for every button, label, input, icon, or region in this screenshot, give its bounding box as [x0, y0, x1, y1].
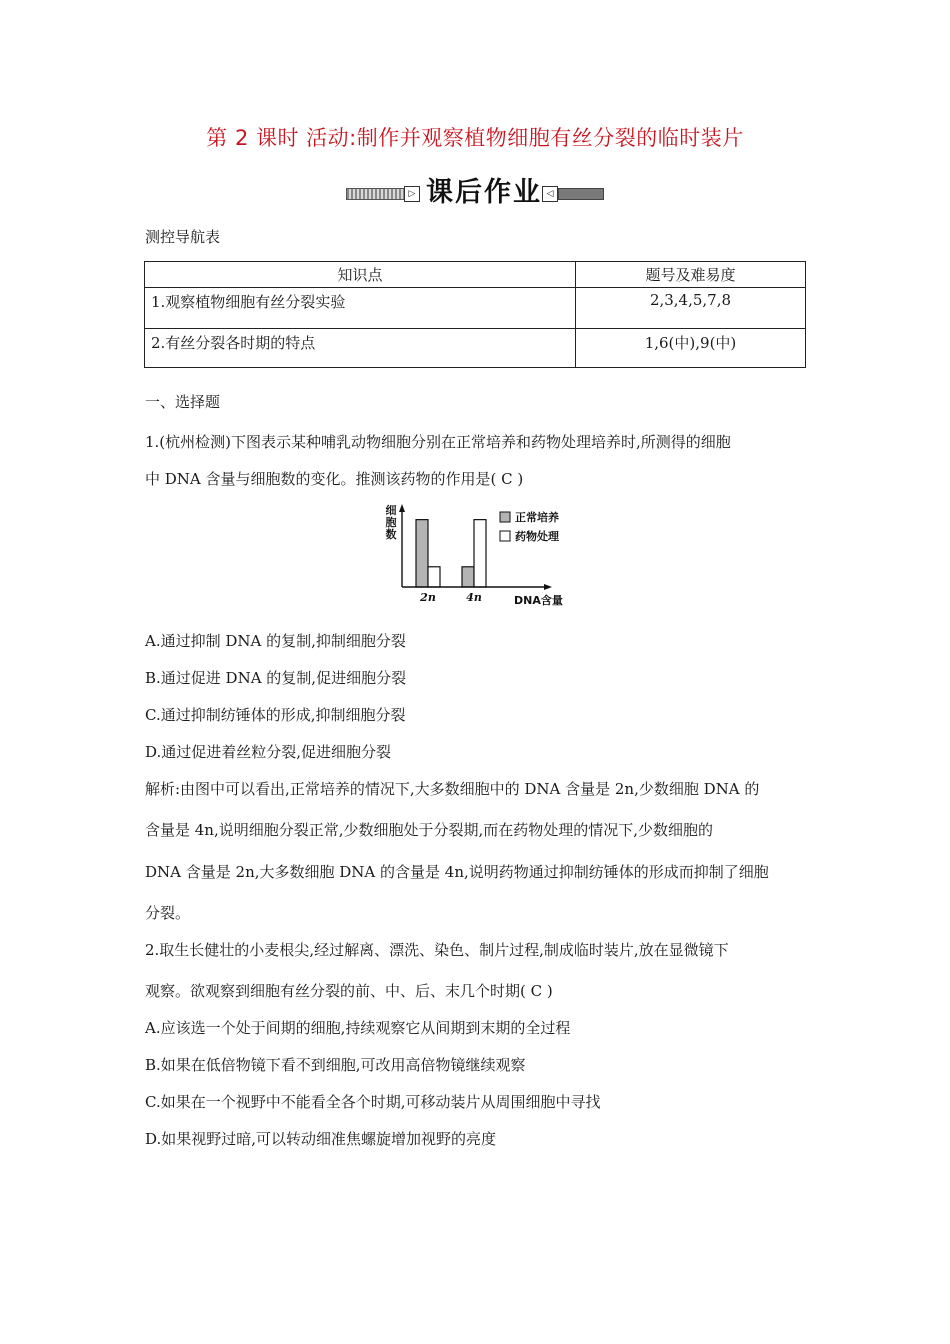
nav-table-header: 知识点 [145, 262, 576, 288]
banner-stripe-left [346, 188, 406, 200]
question-2-option: D.如果视野过暗,可以转动细准焦螺旋增加视野的亮度 [145, 1130, 497, 1148]
y-axis-label: 胞 [385, 516, 397, 529]
legend-label: 药物处理 [515, 530, 559, 543]
table-cell: 1,6(中),9(中) [576, 329, 806, 368]
analysis-line: 解析:由图中可以看出,正常培养的情况下,大多数细胞中的 DNA 含量是 2n,少数细胞 DNA 的 [145, 780, 760, 798]
question-1-option: B.通过促进 DNA 的复制,促进细胞分裂 [145, 669, 407, 687]
y-axis-arrow [399, 504, 405, 512]
bar [416, 520, 428, 587]
question-1-option: C.通过抑制纺锤体的形成,抑制细胞分裂 [145, 706, 406, 724]
bar [428, 567, 440, 587]
question-2-line: 观察。欲观察到细胞有丝分裂的前、中、后、末几个时期( C ) [145, 982, 553, 1000]
back-arrow-icon: ◁ [542, 186, 558, 202]
nav-table-header: 题号及难易度 [576, 262, 806, 288]
homework-banner [346, 176, 604, 210]
x-axis-label: DNA含量 [514, 594, 563, 607]
question-1-line: 中 DNA 含量与细胞数的变化。推测该药物的作用是( C ) [145, 470, 524, 488]
section-heading: 一、选择题 [145, 393, 221, 411]
x-axis-arrow [544, 584, 552, 590]
legend-swatch [500, 531, 510, 541]
nav-table [144, 261, 806, 368]
forward-arrow-icon: ▷ [404, 186, 420, 202]
question-2-line: 2.取生长健壮的小麦根尖,经过解离、漂洗、染色、制片过程,制成临时装片,放在显微镜下 [145, 941, 729, 959]
question-2-option: A.应该选一个处于间期的细胞,持续观察它从间期到末期的全过程 [145, 1019, 571, 1037]
legend-swatch [500, 512, 510, 522]
question-2-option: C.如果在一个视野中不能看全各个时期,可移动装片从周围细胞中寻找 [145, 1093, 601, 1111]
analysis-line: 含量是 4n,说明细胞分裂正常,少数细胞处于分裂期,而在药物处理的情况下,少数细胞的 [145, 821, 714, 839]
table-row [145, 329, 806, 368]
question-1-option: D.通过促进着丝粒分裂,促进细胞分裂 [145, 743, 392, 761]
x-tick-label: 2n [420, 591, 436, 604]
y-axis-label: 细 [385, 504, 397, 517]
analysis-line: DNA 含量是 2n,大多数细胞 DNA 的含量是 4n,说明药物通过抑制纺锤体的形成而抑制了细胞 [145, 863, 769, 881]
table-cell: 1.观察植物细胞有丝分裂实验 [145, 288, 576, 329]
dna-content-chart [380, 500, 580, 612]
banner-label: 课后作业 [426, 177, 542, 208]
banner-stripe-right [558, 188, 604, 200]
y-axis-label: 数 [385, 528, 397, 541]
x-tick-label: 4n [466, 591, 482, 604]
analysis-line: 分裂。 [145, 904, 191, 922]
bar [462, 567, 474, 587]
page-title: 第 2 课时 活动:制作并观察植物细胞有丝分裂的临时装片 [206, 126, 744, 150]
question-2-option: B.如果在低倍物镜下看不到细胞,可改用高倍物镜继续观察 [145, 1056, 526, 1074]
table-cell: 2,3,4,5,7,8 [576, 288, 806, 329]
question-1-option: A.通过抑制 DNA 的复制,抑制细胞分裂 [145, 632, 406, 650]
question-1-line: 1.(杭州检测)下图表示某种哺乳动物细胞分别在正常培养和药物处理培养时,所测得的细胞 [145, 433, 731, 451]
legend-label: 正常培养 [515, 511, 559, 524]
table-cell: 2.有丝分裂各时期的特点 [145, 329, 576, 368]
nav-table-caption: 测控导航表 [145, 228, 221, 246]
bar [474, 520, 486, 587]
table-row [145, 288, 806, 329]
